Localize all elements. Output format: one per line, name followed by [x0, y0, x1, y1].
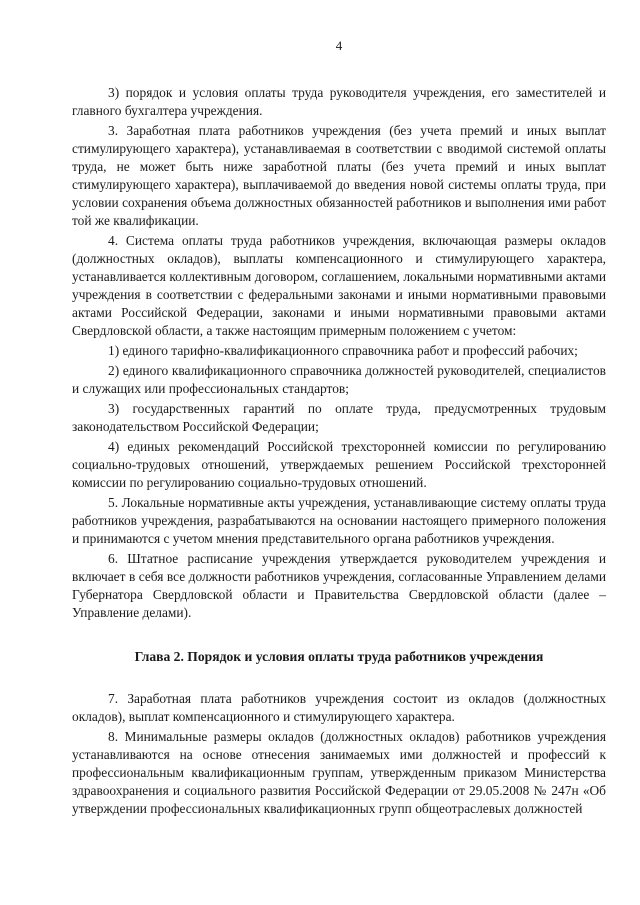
- paragraph-5-local-acts: 5. Локальные нормативные акты учреждения, устанавливающие систему оплаты труда работников учреждения, разрабатываются на основании настоящего примерного положения и принимаются с учетом мнения представительного органа работников учреждения.: [72, 495, 606, 546]
- paragraph-4-pay-system: 4. Система оплаты труда работников учреждения, включающая размеры окладов (должностных окладов), выплаты компенсационного и стимулирующего характера, устанавливается коллективным договором, соглашением, локальными нормативными актами учреждения в соответствии с федеральными законами и иными нормативными правовыми актами Российской Федерации, законами и иными нормативными правовыми актами Свердловской области, а также настоящим примерным положением с учетом:: [72, 233, 606, 338]
- chapter-heading: Глава 2. Порядок и условия оплаты труда работников учреждения: [134, 649, 544, 664]
- paragraph-7-salary-composition: 7. Заработная плата работников учреждения состоит из окладов (должностных окладов), выплат компенсационного и стимулирующего характера.: [72, 691, 606, 724]
- page-number: 4: [335, 38, 343, 53]
- paragraph-3-salary-guarantee: 3. Заработная плата работников учреждения (без учета премий и иных выплат стимулирующего характера), устанавливаемая в соответствии с вводимой системой оплаты труда, не может быть ниже заработной платы (без учета премий и иных выплат стимулирующего характера), выплачиваемой до введения новой системы оплаты труда, при условии сохранения объема должностных обязанностей работников и выполнения ими работ той же квалификации.: [72, 123, 606, 228]
- document-page: [72, 38, 606, 820]
- paragraph-item-3-management-pay: 3) порядок и условия оплаты труда руководителя учреждения, его заместителей и главного бухгалтера учреждения.: [72, 85, 606, 118]
- list-item-1-tariff-reference: 1) единого тарифно-квалификационного справочника работ и профессий рабочих;: [108, 343, 578, 358]
- paragraph-8-minimum-salaries: 8. Минимальные размеры окладов (должностных окладов) работников учреждения устанавливаются на основе отнесения занимаемых ими должностей и профессий к профессиональным квалификационным группам, утвержденным приказом Министерства здравоохранения и социального развития Российской Федерации от 29.05.2008 № 247н «Об утверждении профессиональных квалификационных групп общеотраслевых должностей: [72, 729, 606, 816]
- list-item-4-commission-recommendations: 4) единых рекомендаций Российской трехсторонней комиссии по регулированию социально-трудовых отношений, утверждаемых решением Российской трехсторонней комиссии по регулированию социально-трудовых отношений.: [72, 439, 606, 490]
- paragraph-6-staff-schedule: 6. Штатное расписание учреждения утверждается руководителем учреждения и включает в себя все должности работников учреждения, согласованные Управлением делами Губернатора Свердловской области и Правительства Свердловской области (далее – Управление делами).: [72, 551, 606, 620]
- list-item-2-qualification-reference: 2) единого квалификационного справочника должностей руководителей, специалистов и служащих или профессиональных стандартов;: [72, 363, 606, 396]
- list-item-3-state-guarantees: 3) государственных гарантий по оплате труда, предусмотренных трудовым законодательством Российской Федерации;: [72, 401, 606, 434]
